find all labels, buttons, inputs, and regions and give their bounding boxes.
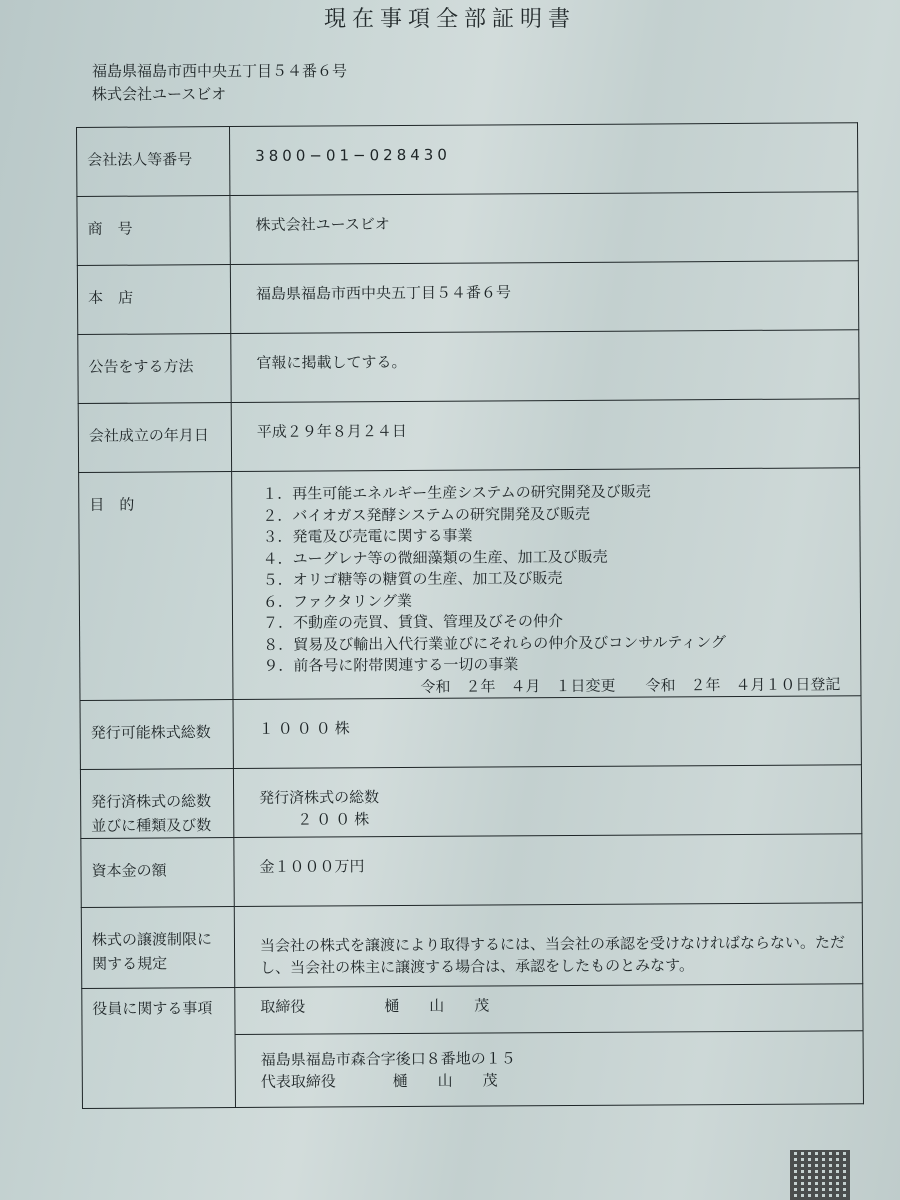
purpose-item: ５．オリゴ糖等の糖質の生産、加工及び販売 bbox=[262, 569, 563, 589]
label: 公告をする方法 bbox=[78, 334, 231, 404]
row-transfer-restriction bbox=[81, 903, 862, 989]
header-company: 株式会社ユースビオ bbox=[92, 85, 227, 103]
label: 株式の譲渡制限に関する規定 bbox=[81, 907, 234, 989]
purpose-item: ２．バイオガス発酵システムの研究開発及び販売 bbox=[262, 504, 591, 525]
value: 3800−01−028430 bbox=[230, 123, 858, 196]
value: 平成２９年８月２４日 bbox=[231, 399, 859, 472]
row-issued-shares bbox=[80, 765, 861, 839]
value: 福島県福島市西中央五丁目５４番６号 bbox=[230, 261, 858, 334]
value: １０００株 bbox=[233, 696, 861, 769]
registration-note: 令和 ２年 ４月 １日変更 令和 ２年 ４月１０日登記 bbox=[420, 674, 841, 696]
representative-name: 樋 山 茂 bbox=[392, 1071, 498, 1091]
director-name: 樋 山 茂 bbox=[384, 996, 490, 1016]
purpose-item: ９．前各号に附帯関連する一切の事業 bbox=[263, 655, 519, 675]
value: 金１０００万円 bbox=[234, 834, 862, 907]
representative-address: 福島県福島市森合字後口８番地の１５ bbox=[260, 1049, 516, 1069]
director-title: 取締役 bbox=[260, 997, 306, 1016]
row-public-notice bbox=[78, 330, 859, 404]
label: 商 号 bbox=[77, 196, 230, 266]
representative-title: 代表取締役 bbox=[260, 1072, 336, 1091]
director-entry bbox=[260, 992, 852, 1018]
header-address: 福島県福島市西中央五丁目５４番６号 bbox=[92, 62, 348, 80]
label: 本 店 bbox=[77, 265, 230, 335]
registry-table bbox=[76, 122, 864, 1109]
label: 資本金の額 bbox=[81, 838, 234, 908]
value: 当会社の株式を譲渡により取得するには、当会社の承認を受けなければならない。ただし、当会社の株主に譲渡する場合は、承認をしたものとみなす。 bbox=[234, 903, 862, 988]
purpose-item: ６．ファクタリング業 bbox=[262, 591, 413, 611]
purpose-list bbox=[232, 468, 861, 700]
purpose-item: １．再生可能エネルギー生産システムの研究開発及び販売 bbox=[262, 482, 651, 503]
officers bbox=[235, 984, 864, 1108]
row-trade-name bbox=[77, 192, 858, 266]
label: 会社法人等番号 bbox=[77, 127, 230, 197]
row-head-office bbox=[77, 261, 858, 335]
value: 株式会社ユースビオ bbox=[230, 192, 858, 265]
label: 目 的 bbox=[79, 472, 233, 701]
label: 発行可能株式総数 bbox=[80, 700, 233, 770]
row-officers bbox=[82, 984, 864, 1109]
purpose-item: ３．発電及び売電に関する事業 bbox=[262, 526, 473, 546]
value: 官報に掲載してする。 bbox=[231, 330, 859, 403]
qr-code-icon bbox=[790, 1150, 850, 1200]
purpose-item: ４．ユーグレナ等の微細藻類の生産、加工及び販売 bbox=[262, 547, 608, 568]
document-header bbox=[92, 60, 347, 106]
purpose-item: ７．不動産の売買、賃貸、管理及びその仲介 bbox=[262, 612, 564, 632]
issued-shares-heading: 発行済株式の総数 bbox=[259, 788, 380, 807]
row-purpose bbox=[79, 468, 861, 701]
label: 役員に関する事項 bbox=[82, 988, 236, 1109]
label: 発行済株式の総数並びに種類及び数 bbox=[80, 769, 233, 839]
row-authorized-shares bbox=[80, 696, 861, 770]
row-corp-number bbox=[77, 123, 858, 197]
label: 会社成立の年月日 bbox=[78, 403, 231, 473]
purpose-item: ８．貿易及び輸出入代行業並びにそれらの仲介及びコンサルティング bbox=[263, 632, 726, 654]
value bbox=[233, 765, 861, 838]
representative-entry bbox=[236, 1030, 863, 1107]
document-title: 現在事項全部証明書 bbox=[323, 7, 576, 32]
issued-shares-count: ２００株 bbox=[297, 810, 374, 829]
row-capital bbox=[81, 834, 862, 908]
row-established bbox=[78, 399, 859, 473]
